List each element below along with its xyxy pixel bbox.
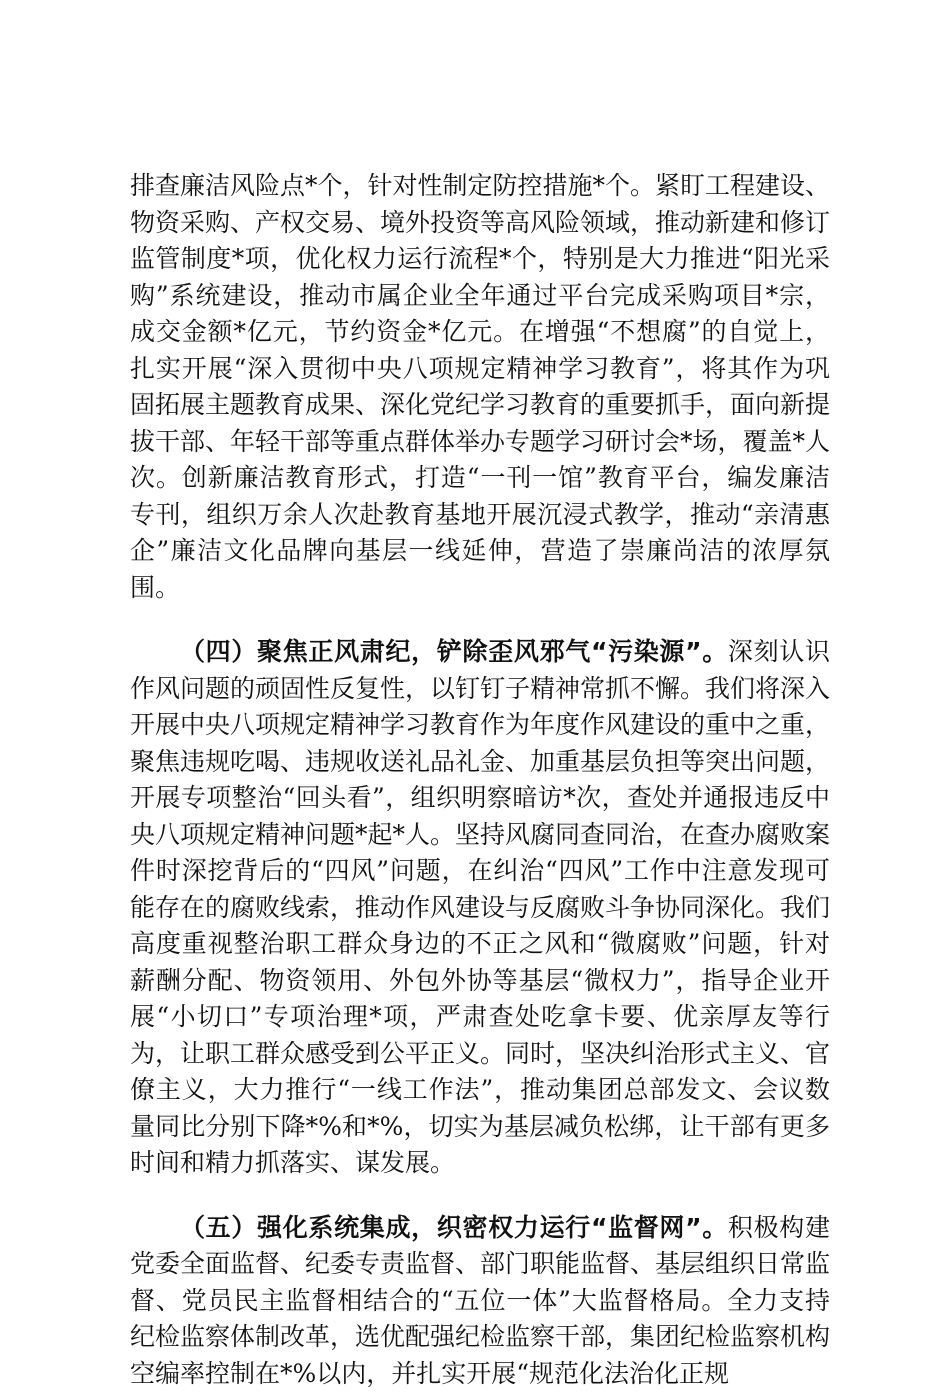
paragraph-continuation — [130, 168, 830, 606]
paragraph-text: 积极构建党委全面监督、纪委专责监督、部门职能监督、基层组织日常监督、党员民主监督相结合的“五位一体”大监督格局。全力支持纪检监察体制改革，选优配强纪检监察干部，集团纪检监察机构空编率控制在*%以内，并扎实开展“规范化法治化正规 — [130, 1213, 830, 1388]
section-heading: （五）强化系统集成，织密权力运行“监督网”。 — [180, 1213, 728, 1242]
paragraph-text: 排查廉洁风险点*个，针对性制定防控措施*个。紧盯工程建设、物资采购、产权交易、境外投资等高风险领域，推动新建和修订监管制度*项，优化权力运行流程*个，特别是大力推进“阳光采购”系统建设，推动市属企业全年通过平台完成采购项目*宗，成交金额*亿元，节约资金*亿元。在增强“不想腐”的自觉上，扎实开展“深入贯彻中央八项规定精神学习教育”，将其作为巩固拓展主题教育成果、深化党纪学习教育的重要抓手，面向新提拔干部、年轻干部等重点群体举办专题学习研讨会*场，覆盖*人次。创新廉洁教育形式，打造“一刊一馆”教育平台，编发廉洁专刊，组织万余人次赴教育基地开展沉浸式教学，推动“亲清惠企”廉洁文化品牌向基层一线延伸，营造了崇廉尚洁的浓厚氛围。 — [130, 171, 830, 602]
document-body — [130, 168, 830, 1392]
paragraph-section-5 — [130, 1210, 830, 1392]
paragraph-text: 深刻认识作风问题的顽固性反复性，以钉钉子精神常抓不懈。我们将深入开展中央八项规定精神学习教育作为年度作风建设的重中之重，聚焦违规吃喝、违规收送礼品礼金、加重基层负担等突出问题，开展专项整治“回头看”，组织明察暗访*次，查处并通报违反中央八项规定精神问题*起*人。坚持风腐同查同治，在查办腐败案件时深挖背后的“四风”问题，在纠治“四风”工作中注意发现可能存在的腐败线索，推动作风建设与反腐败斗争协同深化。我们高度重视整治职工群众身边的不正之风和“微腐败”问题，针对薪酬分配、物资领用、外包外协等基层“微权力”，指导企业开展“小切口”专项治理*项，严肃查处吃拿卡要、优亲厚友等行为，让职工群众感受到公平正义。同时，坚决纠治形式主义、官僚主义，大力推行“一线工作法”，推动集团总部发文、会议数量同比分别下降*%和*%，切实为基层减负松绑，让干部有更多时间和精力抓落实、谋发展。 — [130, 637, 830, 1177]
section-heading: （四）聚焦正风肃纪，铲除歪风邪气“污染源”。 — [180, 637, 728, 666]
paragraph-section-4 — [130, 634, 830, 1182]
